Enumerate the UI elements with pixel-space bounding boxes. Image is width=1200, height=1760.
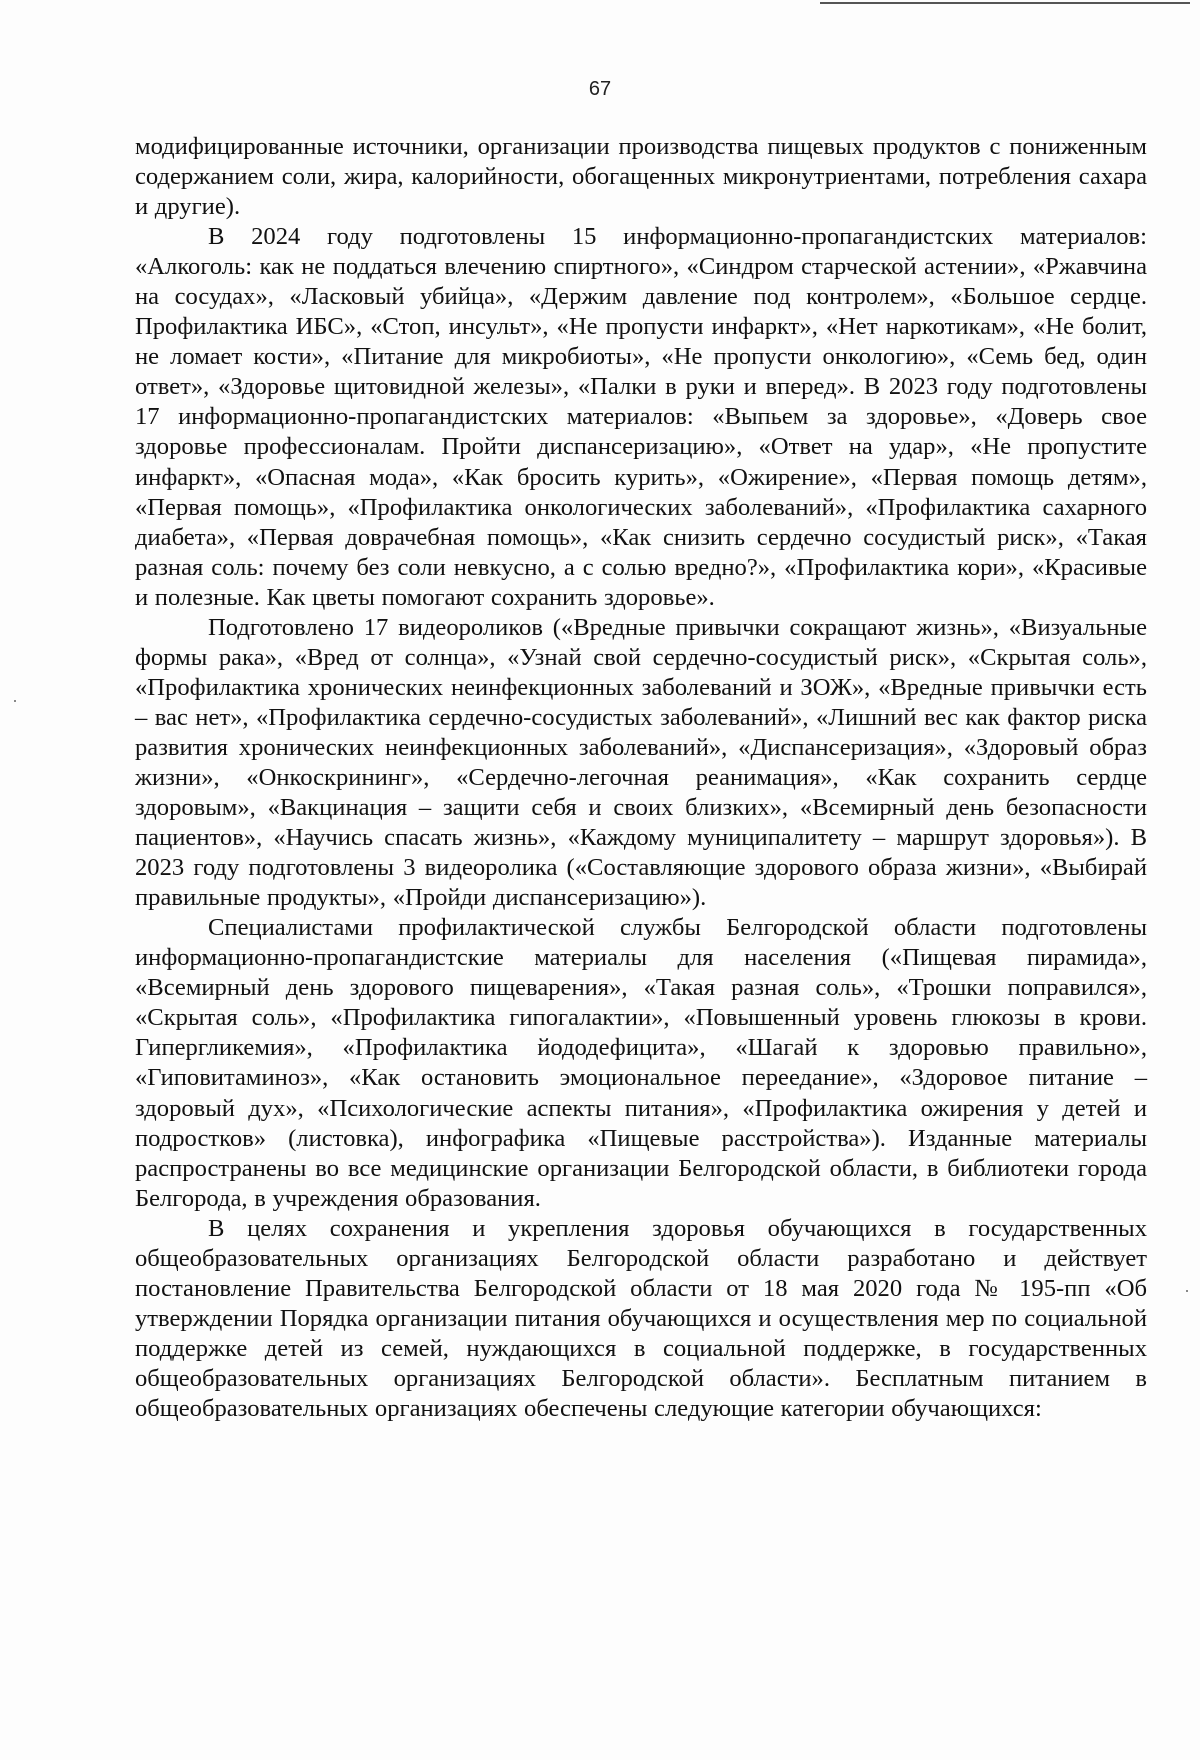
paragraph: модифицированные источники, организации производства пищевых продуктов с пониженным содержанием соли, жира, калорийности, обогащенных микронутриентами, потребления сахара и другие). — [135, 133, 1147, 221]
scan-speck — [14, 700, 16, 702]
body-text — [135, 132, 1147, 1424]
paragraph: В целях сохранения и укрепления здоровья обучающихся в государственных общеобразовательных организациях Белгородской области разработано и действует постановление Правительства Белгородской области от 18 мая 2020 года № 195-пп «Об утверждении Порядка организации питания обучающихся и осуществления мер по социальной поддержке детей из семей, нуждающихся в социальной поддержке, в государственных общеобразовательных организациях Белгородской области». Бесплатным питанием в общеобразовательных организациях обеспечены следующие категории обучающихся: — [135, 1214, 1147, 1422]
paragraph: В 2024 году подготовлены 15 информационно-пропагандистских материалов: «Алкоголь: как не поддаться влечению спиртного», «Синдром старческой астении», «Ржавчина на сосудах», «Ласковый убийца», «Держим давление под контролем», «Большое сердце. Профилактика ИБС», «Стоп, инсульт», «Не пропусти инфаркт», «Нет наркотикам», «Не болит, не ломает кости», «Питание для микробиоты», «Не пропусти онкологию», «Семь бед, один ответ», «Здоровье щитовидной железы», «Палки в руки и вперед». В 2023 году подготовлены 17 информационно-пропагандистских материалов: «Выпьем за здоровье», «Доверь свое здоровье профессионалам. Пройти диспансеризацию», «Ответ на удар», «Не пропустите инфаркт», «Опасная мода», «Как бросить курить», «Ожирение», «Первая помощь детям», «Первая помощь», «Профилактика онкологических заболеваний», «Профилактика сахарного диабета», «Первая доврачебная помощь», «Как снизить сердечно сосудистый риск», «Такая разная соль: почему без соли невкусно, а с солью вредно?», «Профилактика кори», «Красивые и полезные. Как цветы помогают сохранить здоровье». — [135, 223, 1147, 611]
paragraph: Специалистами профилактической службы Белгородской области подготовлены информационно-пропагандистские материалы для населения («Пищевая пирамида», «Всемирный день здорового пищеварения», «Такая разная соль», «Трошки поправился», «Скрытая соль», «Профилактика гипогалактии», «Повышенный уровень глюкозы в крови. Гипергликемия», «Профилактика йододефицита», «Шагай к здоровью правильно», «Гиповитаминоз», «Как остановить эмоциональное переедание», «Здоровое питание – здоровый дух», «Психологические аспекты питания», «Профилактика ожирения у детей и подростков» (листовка), инфографика «Пищевые расстройства»). Изданные материалы распространены во все медицинские организации Белгородской области, в библиотеки города Белгорода, в учреждения образования. — [135, 914, 1147, 1212]
page-number: 67 — [588, 78, 612, 100]
paragraph: Подготовлено 17 видеороликов («Вредные привычки сокращают жизнь», «Визуальные формы рака», «Вред от солнца», «Узнай свой сердечно-сосудистый риск», «Скрытая соль», «Профилактика хронических неинфекционных заболеваний и ЗОЖ», «Вредные привычки есть – вас нет», «Профилактика сердечно-сосудистых заболеваний», «Лишний вес как фактор риска развития хронических неинфекционных заболеваний», «Диспансеризация», «Здоровый образ жизни», «Онкоскрининг», «Сердечно-легочная реанимация», «Как сохранить сердце здоровым», «Вакцинация – защити себя и своих близких», «Всемирный день безопасности пациентов», «Научись спасать жизнь», «Каждому муниципалитету – маршрут здоровья»). В 2023 году подготовлены 3 видеоролика («Составляющие здорового образа жизни», «Выбирай правильные продукты», «Пройди диспансеризацию»). — [135, 613, 1147, 912]
top-rule — [820, 2, 1190, 4]
scan-speck — [1186, 1290, 1188, 1292]
